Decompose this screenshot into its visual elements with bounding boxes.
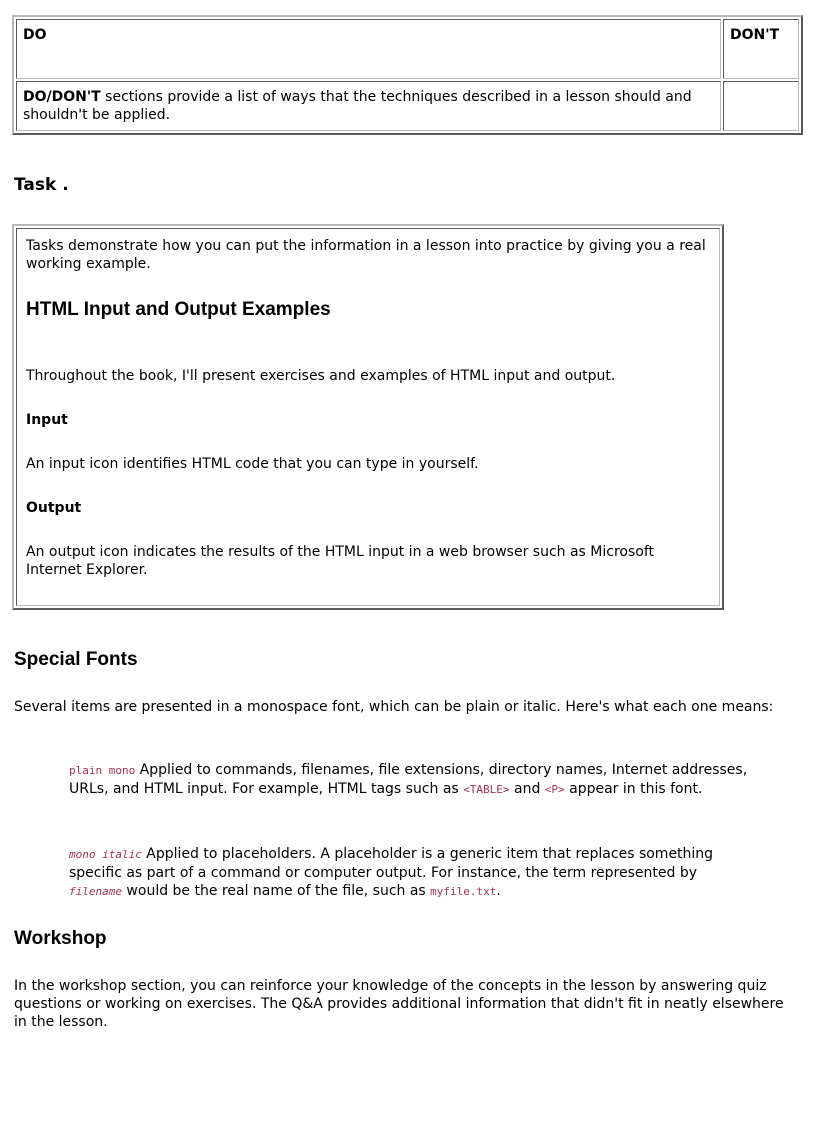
dont-header-cell [723,19,799,79]
plain-mono-entry [69,761,749,799]
mono-italic-entry [69,845,749,901]
mono-italic-desc-1: Applied to placeholders. A placeholder is a generic item that replaces something specific as part of a command or computer output. For instance, the term represented by [69,846,714,881]
special-fonts-intro: Several items are presented in a monospace font, which can be plain or italic. Here's what each one means: [14,699,774,715]
do-header-cell [16,19,721,79]
input-desc: An input icon identifies HTML code that you can type in yourself. [26,456,479,472]
task-intro: Tasks demonstrate how you can put the information in a lesson into practice by giving you a real working example. [26,238,706,272]
dont-desc-cell [723,81,799,131]
special-fonts-heading: Special Fonts [14,649,138,670]
myfile-term: myfile.txt [430,885,497,898]
workshop-body: In the workshop section, you can reinforce your knowledge of the concepts in the lesson by answering quiz questions or working on exercises. The Q&A provides additional information that didn't fit in neatly elsewhere in the lesson. [14,978,784,1030]
table-tag: <TABLE> [463,783,510,796]
throughout-text: Throughout the book, I'll present exercises and examples of HTML input and output. [26,368,616,384]
plain-mono-desc-2: appear in this font. [564,781,703,797]
do-dont-header-row [16,19,799,79]
do-dont-description: sections provide a list of ways that the techniques described in a lesson should and shouldn't be applied. [23,89,692,123]
do-dont-desc-row [16,81,799,131]
output-desc: An output icon indicates the results of the HTML input in a web browser such as Microsoft Internet Explorer. [26,544,655,578]
period: . [496,883,501,899]
do-desc-cell [16,81,721,131]
and-text: and [509,781,545,797]
do-header: DO [23,27,47,43]
workshop-heading: Workshop [14,928,107,949]
task-box [12,224,724,610]
do-dont-label: DO/DON'T [23,89,101,105]
input-label: Input [26,412,68,428]
p-tag: <P> [544,783,565,796]
do-dont-table [12,15,803,135]
plain-mono-desc-1: Applied to commands, filenames, file extensions, directory names, Internet addresses, URLs, and HTML input. For example, HTML tags such as [69,762,748,797]
mono-italic-term: mono italic [69,848,142,861]
mono-italic-desc-2: would be the real name of the file, such as [121,883,431,899]
dont-header: DON'T [730,27,780,43]
filename-term: filename [69,885,122,898]
task-heading: Task . [14,175,69,195]
plain-mono-term: plain mono [69,764,136,777]
output-label: Output [26,500,82,516]
task-box-cell [16,228,720,606]
html-io-heading: HTML Input and Output Examples [26,299,331,320]
